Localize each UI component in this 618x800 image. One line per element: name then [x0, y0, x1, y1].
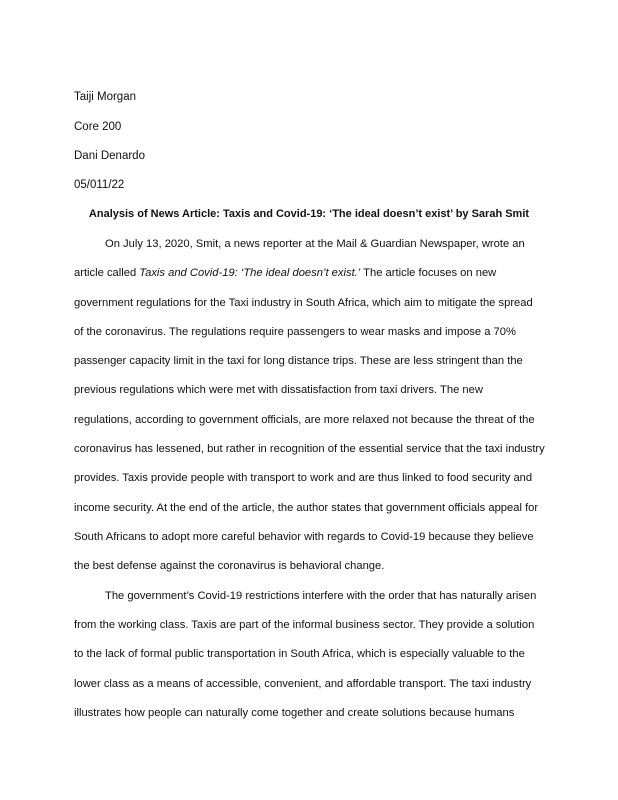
- paragraph-2-line: The government’s Covid-19 restrictions interfere with the order that has naturally arisen: [105, 590, 537, 602]
- author-name: Taiji Morgan: [74, 91, 136, 103]
- paragraph-1-line: of the coronavirus. The regulations require passengers to wear masks and impose a 70%: [74, 326, 516, 338]
- text-run: The article focuses on new: [360, 267, 497, 279]
- paragraph-1-line: income security. At the end of the article, the author states that government officials appeal for: [74, 502, 539, 514]
- paragraph-1-line: regulations, according to government officials, are more relaxed not because the threat of the: [74, 414, 535, 426]
- article-title-italic: Taxis and Covid-19: ‘The ideal doesn’t exist.’: [139, 267, 361, 279]
- paragraph-1-line: previous regulations which were met with dissatisfaction from taxi drivers. The new: [74, 384, 483, 396]
- paragraph-2-line: lower class as a means of accessible, convenient, and affordable transport. The taxi industry: [74, 678, 532, 690]
- paragraph-1-line: provides. Taxis provide people with transport to work and are thus linked to food security and: [74, 472, 533, 484]
- paragraph-1-line: coronavirus has lessened, but rather in recognition of the essential service that the taxi industry: [74, 443, 545, 455]
- paragraph-2-line: from the working class. Taxis are part of the informal business sector. They provide a solution: [74, 619, 535, 631]
- paragraph-1-line: South Africans to adopt more careful behavior with regards to Covid-19 because they believe: [74, 531, 534, 543]
- course-name: Core 200: [74, 121, 122, 133]
- paragraph-2-line: illustrates how people can naturally come together and create solutions because humans: [74, 707, 515, 719]
- document-date: 05/011/22: [74, 179, 125, 191]
- text-run: article called: [74, 267, 140, 279]
- paragraph-1-line: On July 13, 2020, Smit, a news reporter at the Mail & Guardian Newspaper, wrote an: [105, 238, 525, 250]
- paragraph-1-line: [74, 266, 496, 280]
- paragraph-1-line: government regulations for the Taxi industry in South Africa, which aim to mitigate the spread: [74, 297, 533, 309]
- instructor-name: Dani Denardo: [74, 150, 145, 162]
- paragraph-1-line: the best defense against the coronavirus is behavioral change.: [74, 560, 385, 572]
- document-title: Analysis of News Article: Taxis and Covid-19: ‘The ideal doesn’t exist’ by Sarah Smit: [88, 208, 530, 220]
- paragraph-1-line: passenger capacity limit in the taxi for long distance trips. These are less stringent than the: [74, 355, 523, 367]
- paragraph-2-line: to the lack of formal public transportation in South Africa, which is especially valuable to the: [74, 648, 525, 660]
